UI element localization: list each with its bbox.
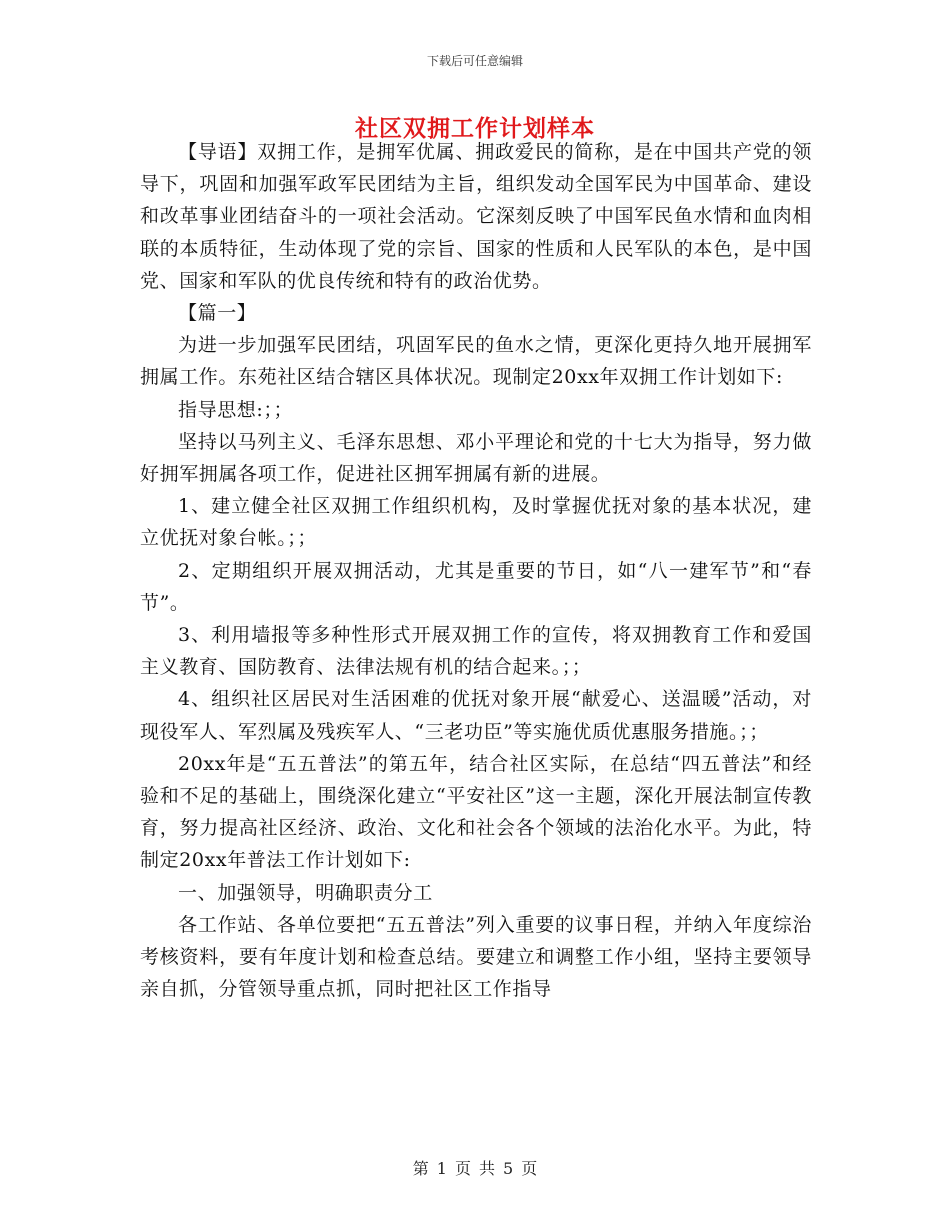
paragraph-section-heading: 【篇一】: [178, 302, 257, 325]
document-body: [140, 136, 812, 1005]
footer-page-number: 1: [436, 1159, 447, 1178]
paragraph-subheading: 一、加强领导，明确职责分工: [178, 881, 433, 904]
document-title: 社区双拥工作计划样本: [355, 115, 595, 142]
list-item: 3、利用墙报等多种性形式开展双拥工作的宣传，将双拥教育工作和爱国主义教育、国防教育、法律法规有机的结合起来。；；: [140, 624, 812, 679]
footer-total-pages: 5: [503, 1159, 514, 1178]
footer-total-label: 共: [479, 1159, 496, 1178]
list-item: 1、建立健全社区双拥工作组织机构，及时掌握优抚对象的基本状况，建立优抚对象台帐。；；: [140, 495, 812, 550]
paragraph: 20xx年是“五五普法”的第五年，结合社区实际，在总结“四五普法”和经验和不足的基础上，围绕深化建立“平安社区”这一主题，深化开展法制宣传教育，努力提高社区经济、政治、文化和社会各个领域的法治化水平。为此，特制定20xx年普法工作计划如下:: [140, 752, 812, 872]
footer-total-unit: 页: [521, 1159, 538, 1178]
paragraph-intro: 【导语】双拥工作，是拥军优属、拥政爱民的简称，是在中国共产党的领导下，巩固和加强军政军民团结为主旨，组织发动全国军民为中国革命、建设和改革事业团结奋斗的一项社会活动。它深刻反映了中国军民鱼水情和血肉相联的本质特征，生动体现了党的宗旨、国家的性质和人民军队的本色，是中国党、国家和军队的优良传统和特有的政治优势。: [140, 141, 812, 292]
paragraph: 指导思想:；；: [178, 398, 294, 421]
list-item: 4、组织社区居民对生活困难的优抚对象开展“献爱心、送温暖”活动，对现役军人、军烈属及残疾军人、“三老功臣”等实施优质优惠服务措施。；；: [140, 688, 812, 743]
paragraph: 为进一步加强军民团结，巩固军民的鱼水之情，更深化更持久地开展拥军拥属工作。东苑社区结合辖区具体状况。现制定20xx年双拥工作计划如下:: [140, 334, 812, 389]
paragraph: 各工作站、各单位要把“五五普法”列入重要的议事日程，并纳入年度综治考核资料，要有年度计划和检查总结。要建立和调整工作小组，坚持主要领导亲自抓，分管领导重点抓，同时把社区工作指导: [140, 913, 812, 1001]
page-footer: [0, 1156, 950, 1179]
header-note: 下载后可任意编辑: [426, 54, 523, 68]
footer-page-unit: 页: [454, 1159, 471, 1178]
list-item: 2、定期组织开展双拥活动，尤其是重要的节日，如“八一建军节”和“春节”。: [140, 559, 812, 614]
paragraph: 坚持以马列主义、毛泽东思想、邓小平理论和党的十七大为指导，努力做好拥军拥属各项工作，促进社区拥军拥属有新的进展。: [140, 430, 812, 486]
footer-page-label: 第: [412, 1159, 429, 1178]
